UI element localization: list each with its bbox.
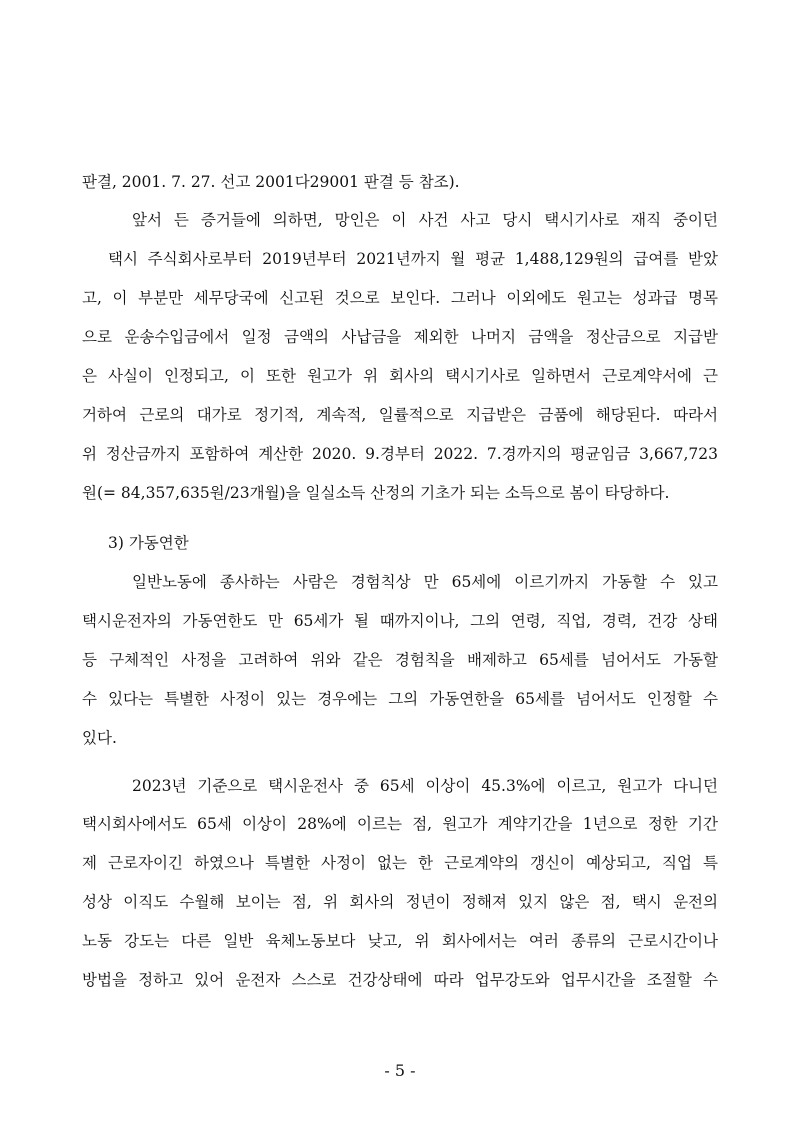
text-line: 택시회사에서도 65세 이상이 28%에 이르는 점, 원고가 계약기간을 1년으로 정한 기간 [82,815,718,833]
text-line: 거하여 근로의 대가로 정기적, 계속적, 일률적으로 지급받은 금품에 해당된다. 따라서 [82,406,718,424]
text-line: 2023년 기준으로 택시운전사 중 65세 이상이 45.3%에 이르고, 원고가 다니던 [132,777,718,795]
text-line: 으로 운송수입금에서 일정 금액의 사납금을 제외한 나머지 금액을 정산금으로 지급받 [82,328,718,346]
page-number: - 5 - [384,1061,416,1080]
text-line: 있다. [82,729,117,747]
text-line: 원(= 84,357,635원/23개월)을 일실소득 산정의 기초가 되는 소득으로 봄이 타당하다. [82,484,670,502]
text-line: 택시운전자의 가동연한도 만 65세가 될 때까지이나, 그의 연령, 직업, 경력, 건강 상태 [82,612,718,630]
text-line: 일반노동에 종사하는 사람은 경험칙상 만 65세에 이르기까지 가동할 수 있고 [132,573,718,591]
text-line: 택시 주식회사로부터 2019년부터 2021년까지 월 평균 1,488,129원의 급여를 받았 [108,250,718,268]
text-line: 등 구체적인 사정을 고려하여 위와 같은 경험칙을 배제하고 65세를 넘어서도 가동할 [82,651,718,669]
text-line: 은 사실이 인정되고, 이 또한 원고가 위 회사의 택시기사로 일하면서 근로계약서에 근 [82,367,718,385]
text-line: 앞서 든 증거들에 의하면, 망인은 이 사건 사고 당시 택시기사로 재직 중이던 [132,211,718,229]
text-line: 고, 이 부분만 세무당국에 신고된 것으로 보인다. 그러나 이외에도 원고는 성과급 명목 [82,289,718,307]
text-line: 위 정산금까지 포함하여 계산한 2020. 9.경부터 2022. 7.경까지의 평균임금 3,667,723 [82,445,718,463]
text-line: 판결, 2001. 7. 27. 선고 2001다29001 판결 등 참조). [82,173,460,191]
text-line: 방법을 정하고 있어 운전자 스스로 건강상태에 따라 업무강도와 업무시간을 조절할 수 [82,971,718,989]
text-line: 성상 이직도 수월해 보이는 점, 위 회사의 정년이 정해져 있지 않은 점, 택시 운전의 [82,893,718,911]
text-line: 제 근로자이긴 하였으나 특별한 사정이 없는 한 근로계약의 갱신이 예상되고, 직업 특 [82,854,718,872]
text-line: 수 있다는 특별한 사정이 있는 경우에는 그의 가동연한을 65세를 넘어서도 인정할 수 [82,690,718,708]
section-heading: 3) 가동연한 [108,534,189,552]
text-line: 노동 강도는 다른 일반 육체노동보다 낮고, 위 회사에서는 여러 종류의 근로시간이나 [82,932,718,950]
